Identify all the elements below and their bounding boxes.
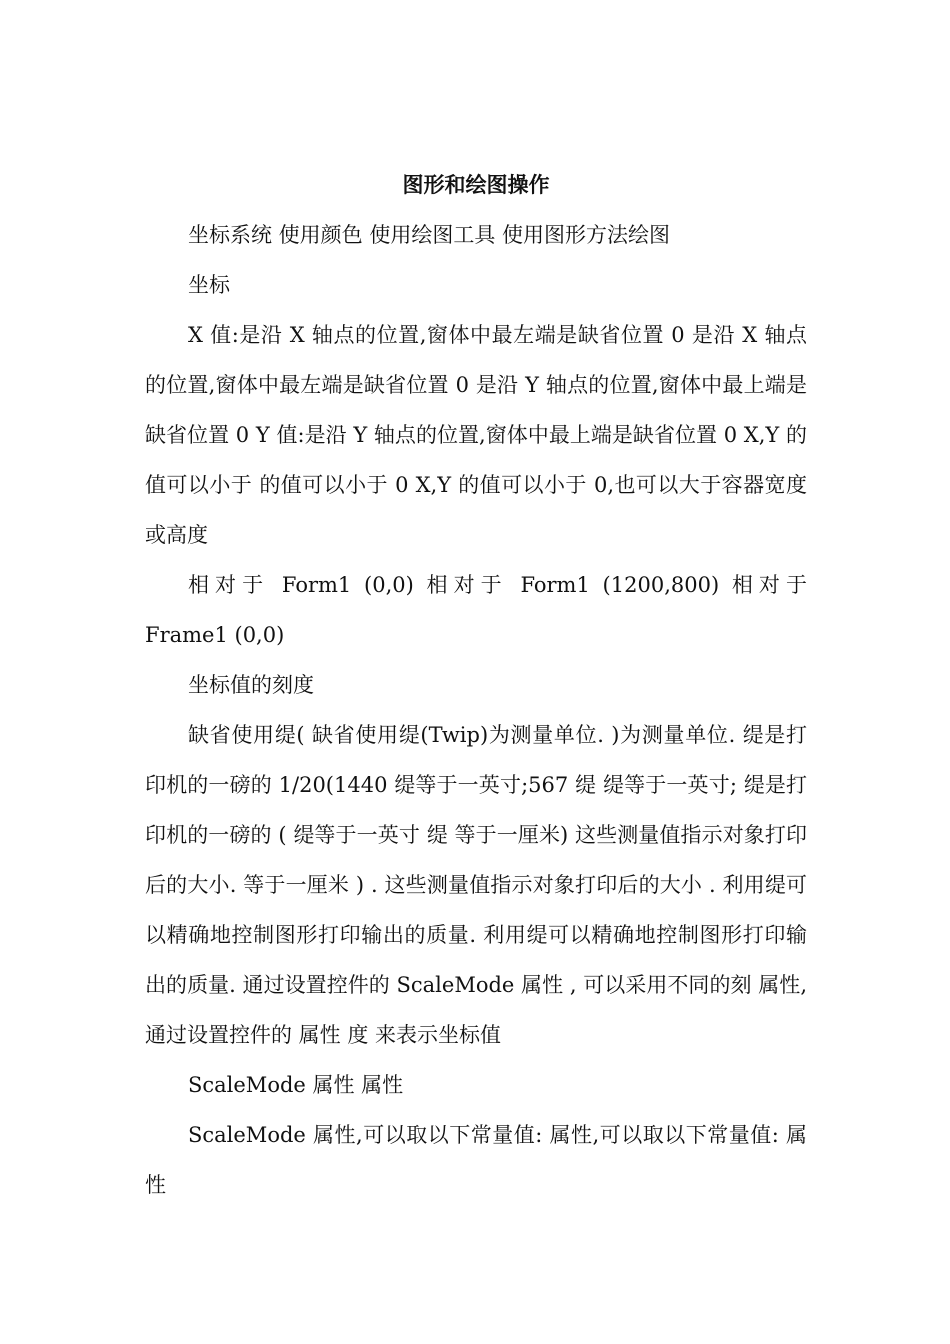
paragraph-scalemode-constants: ScaleMode 属性,可以取以下常量值: 属性,可以取以下常量值: 属性 <box>145 1123 807 1197</box>
heading-scalemode: ScaleMode 属性 属性 <box>188 1073 404 1097</box>
paragraph-topics: 坐标系统 使用颜色 使用绘图工具 使用图形方法绘图 <box>188 223 671 247</box>
heading-coordinates: 坐标 <box>188 273 230 297</box>
paragraph-xy-values: X 值:是沿 X 轴点的位置,窗体中最左端是缺省位置 0 是沿 X 轴点的位置,窗体中最左端是缺省位置 0 是沿 Y 轴点的位置,窗体中最上端是缺省位置 0 Y 值:是沿 Y 轴点的位置,窗体中最上端是缺省位置 0 X,Y 的值可以小于 的值可以小于 0 X,Y 的值可以小于 0,也可以大于容器宽度或高度 <box>145 323 807 547</box>
paragraph-relative-positions: 相对于 Form1 (0,0) 相对于 Form1 (1200,800) 相对于 Frame1 (0,0) <box>145 573 807 647</box>
document-page <box>145 160 807 1210</box>
document-title: 图形和绘图操作 <box>402 172 550 197</box>
paragraph-twip-units: 缺省使用缇( 缺省使用缇(Twip)为测量单位. )为测量单位. 缇是打印机的一磅的 1/20(1440 缇等于一英寸;567 缇 缇等于一英寸; 缇是打印机的一磅的 ( 缇等于一英寸 缇 等于一厘米) 这些测量值指示对象打印后的大小. 等于一厘米 ) . 这些测量值指示对象打印后的大小 . 利用缇可以精确地控制图形打印输出的质量. 利用缇可以精确地控制图形打印输出的质量. 通过设置控件的 ScaleMode 属性 , 可以采用不同的刻 属性, 通过设置控件的 属性 度 来表示坐标值 <box>145 723 807 1047</box>
heading-coordinate-scale: 坐标值的刻度 <box>188 673 314 697</box>
